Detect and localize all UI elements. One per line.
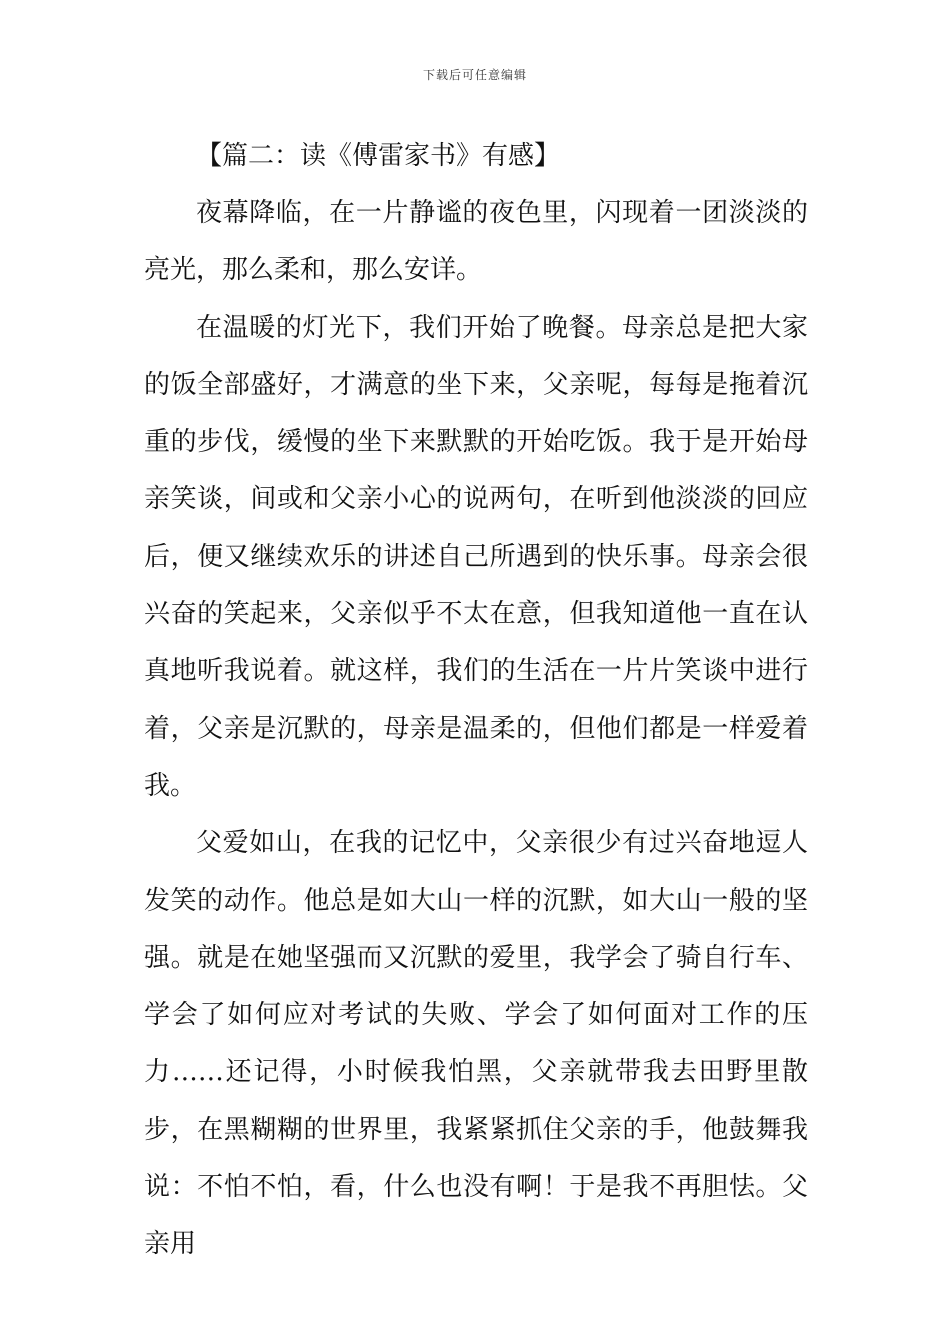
section-title: 【篇二：读《傅雷家书》有感】 xyxy=(196,141,561,171)
page-header-note: 下载后可任意编辑 xyxy=(422,68,527,82)
paragraph-2: 在温暖的灯光下，我们开始了晚餐。母亲总是把大家的饭全部盛好，才满意的坐下来，父亲呢，每每是拖着沉重的步伐，缓慢的坐下来默默的开始吃饭。我于是开始母亲笑谈，间或和父亲小心的说两句，在听到他淡淡的回应后，便又继续欢乐的讲述自己所遇到的快乐事。母亲会很兴奋的笑起来，父亲似乎不太在意，但我知道他一直在认真地听我说着。就这样，我们的生活在一片片笑谈中进行着，父亲是沉默的，母亲是温柔的，但他们都是一样爱着我。 xyxy=(144,312,808,801)
paragraph-3: 父爱如山，在我的记忆中，父亲很少有过兴奋地逗人发笑的动作。他总是如大山一样的沉默，如大山一般的坚强。就是在她坚强而又沉默的爱里，我学会了骑自行车、学会了如何应对考试的失败、学会了如何面对工作的压力……还记得，小时候我怕黑，父亲就带我去田野里散步，在黑糊糊的世界里，我紧紧抓住父亲的手，他鼓舞我说：不怕不怕，看，什么也没有啊！于是我不再胆怯。父亲用 xyxy=(144,828,808,1260)
document-body xyxy=(144,128,808,1274)
paragraph-1: 夜幕降临，在一片静谧的夜色里，闪现着一团淡淡的亮光，那么柔和，那么安详。 xyxy=(144,198,808,286)
